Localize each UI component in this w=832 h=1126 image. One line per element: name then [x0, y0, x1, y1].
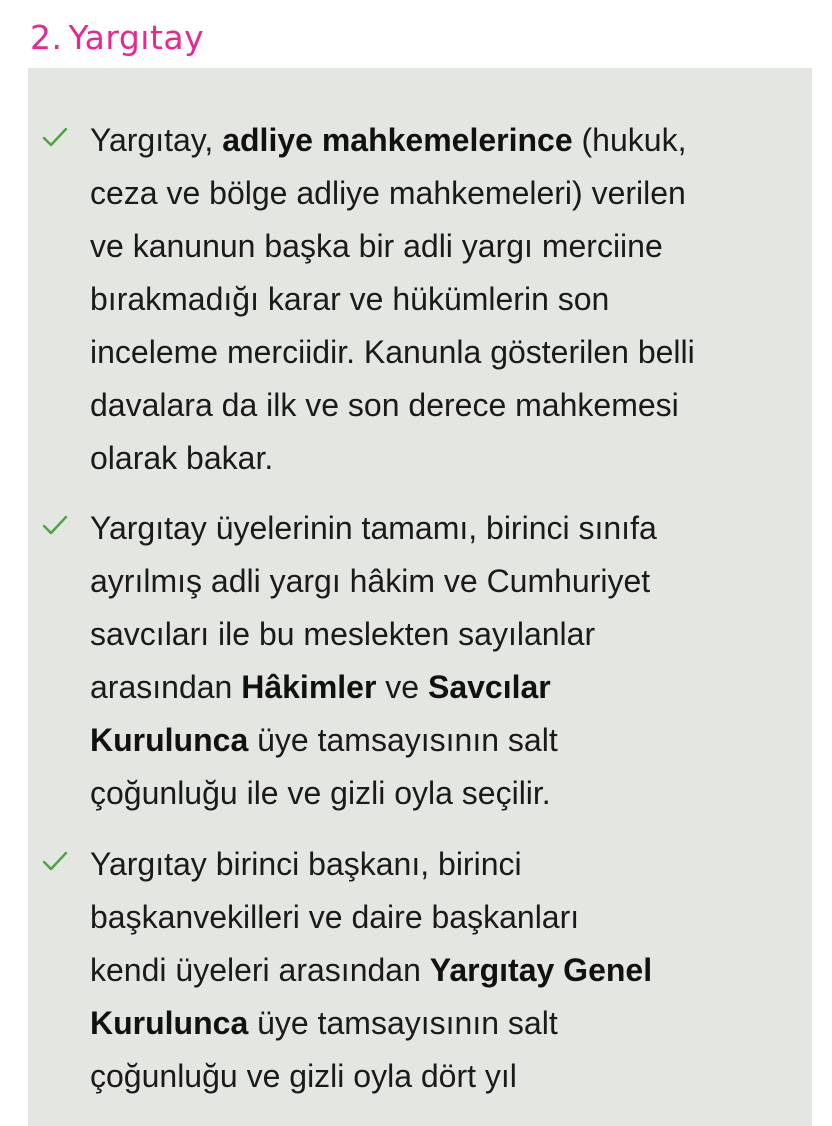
section-number: 2. [30, 18, 63, 57]
section-heading [30, 18, 204, 57]
checkmark-icon [42, 126, 68, 148]
list-item-text: Yargıtay, adliye mahkemelerince (hukuk, ceza ve bölge adliye mahkemeleri) verilen ve kanunun başka bir adli yargı merciine bırakmadığı karar ve hükümlerin son inceleme merciidir. Kanunla gösterilen belli davalara da ilk ve son derece mahkemesi olarak bakar. [90, 122, 695, 476]
checkmark-icon [42, 514, 68, 536]
section-title: Yargıtay [68, 18, 205, 57]
list-item-text: Yargıtay birinci başkanı, birinci başkanvekilleri ve daire başkanları kendi üyeleri arasından Yargıtay Genel Kurulunca üye tamsayısının salt çoğunluğu ve gizli oyla dört yıl [90, 846, 653, 1094]
checkmark-icon [42, 850, 68, 872]
list-item-text: Yargıtay üyelerinin tamamı, birinci sınıfa ayrılmış adli yargı hâkim ve Cumhuriyet savcıları ile bu meslekten sayılanlar arasından Hâkimler ve Savcılar Kurulunca üye tamsayısının salt çoğunluğu ile ve gizli oyla seçilir. [90, 510, 657, 811]
content-panel [28, 68, 812, 1126]
